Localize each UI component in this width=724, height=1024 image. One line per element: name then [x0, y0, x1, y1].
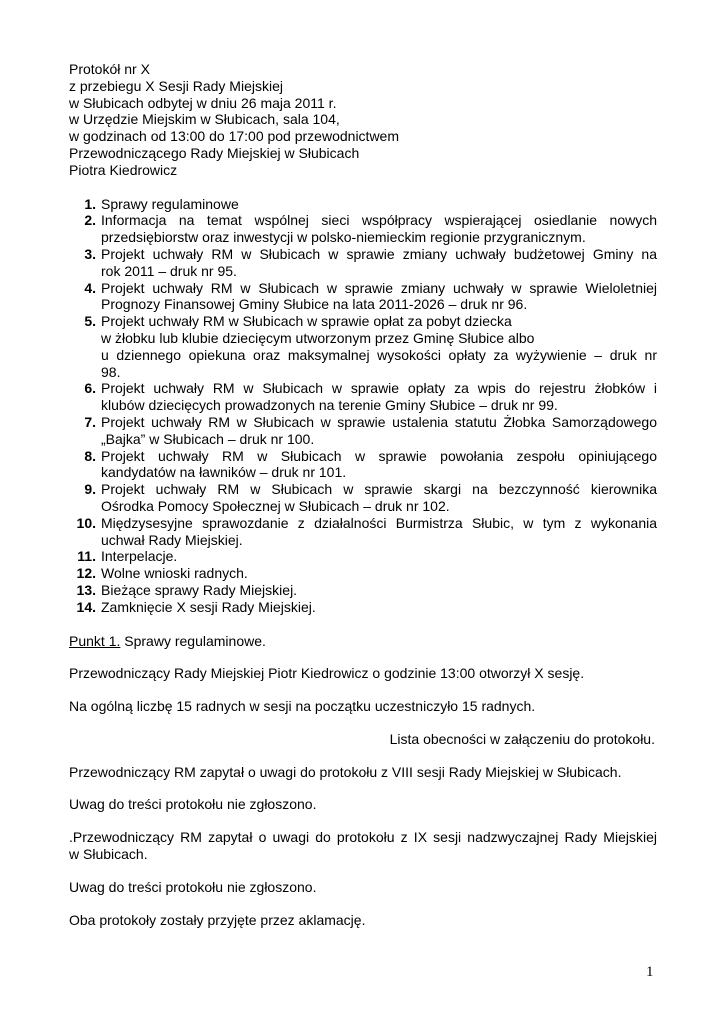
header-line: z przebiegu X Sesji Rady Miejskiej [69, 77, 283, 94]
agenda-item [69, 246, 657, 280]
agenda-line: „Bajka” w Słubicach – druk nr 100. [101, 430, 315, 447]
agenda-item [69, 414, 657, 448]
document-page [69, 61, 657, 928]
attendance-list-note: Lista obecności w załączeniu do protokołu. [389, 730, 655, 747]
no-remarks-paragraph: Uwag do treści protokołu nie zgłoszono. [69, 796, 317, 813]
agenda-item [69, 448, 657, 482]
agenda-line: Projekt uchwały RM w Słubicach w sprawie opłaty za wpis do rejestru żłobków i [101, 380, 657, 397]
agenda-line: 98. [101, 363, 121, 380]
question-ix-line: .Przewodniczący RM zapytał o uwagi do protokołu z IX sesji nadzwyczajnej Rady Miejskiej [69, 829, 657, 846]
agenda-item-number: 5. [84, 313, 96, 330]
agenda-item-number: 14. [76, 598, 96, 615]
agenda-item-text [101, 380, 657, 414]
agenda-item [69, 380, 657, 414]
header-line: w Urzędzie Miejskim w Słubicach, sala 104, [69, 111, 340, 128]
agenda-line: Ośrodka Pomocy Społecznej w Słubicach – druk nr 102. [101, 497, 450, 514]
agenda-item-text [101, 565, 657, 582]
agenda-line: Projekt uchwały RM w Słubicach w sprawie zmiany uchwały w sprawie Wieloletniej [101, 279, 657, 296]
acceptance-paragraph: Oba protokoły zostały przyjęte przez aklamację. [69, 911, 366, 928]
agenda-list [69, 196, 657, 616]
agenda-item [69, 548, 657, 565]
agenda-item-number: 9. [84, 481, 96, 498]
agenda-item-text [101, 313, 657, 380]
agenda-line: Projekt uchwały RM w Słubicach w sprawie powołania zespołu opiniującego [101, 447, 657, 464]
point-1-title: Sprawy regulaminowe. [120, 632, 266, 649]
agenda-item [69, 565, 657, 582]
header-line: w Słubicach odbytej w dniu 26 maja 2011 r. [69, 94, 337, 111]
agenda-item-text [101, 599, 657, 616]
agenda-line: Bieżące sprawy Rady Miejskiej. [101, 581, 298, 598]
agenda-item-number: 10. [76, 514, 96, 531]
agenda-line: przedsiębiorstw oraz inwestycji w polsko-niemieckim regionie przygranicznym. [101, 229, 586, 246]
agenda-line: Wolne wnioski radnych. [101, 565, 248, 582]
agenda-item-number: 11. [77, 548, 96, 565]
point-1-label: Punkt 1. [69, 632, 121, 649]
agenda-line: Interpelacje. [101, 548, 178, 565]
agenda-item [69, 515, 657, 549]
agenda-item [69, 313, 657, 380]
agenda-line: w żłobku lub klubie dziecięcym utworzonym przez Gminę Słubice albo [101, 329, 535, 346]
question-ix-paragraph [69, 829, 657, 863]
agenda-line: Zamknięcie X sesji Rady Miejskiej. [101, 598, 316, 615]
question-viii-paragraph: Przewodniczący RM zapytał o uwagi do protokołu z VIII sesji Rady Miejskiej w Słubicach. [69, 763, 622, 780]
attendance-paragraph: Na ogólną liczbę 15 radnych w sesji na początku uczestniczyło 15 radnych. [69, 698, 536, 715]
question-ix-line: w Słubicach. [69, 846, 148, 863]
agenda-item-number: 1. [84, 195, 96, 212]
agenda-line: Projekt uchwały RM w Słubicach w sprawie opłat za pobyt dziecka [101, 313, 512, 330]
agenda-item [69, 582, 657, 599]
header-line: Przewodniczącego Rady Miejskiej w Słubicach [69, 144, 360, 161]
agenda-line: Projekt uchwały RM w Słubicach w sprawie zmiany uchwały budżetowej Gminy na [101, 245, 657, 262]
agenda-item-number: 2. [84, 212, 96, 229]
agenda-item-text [101, 280, 657, 314]
agenda-item-number: 8. [84, 447, 96, 464]
agenda-item-number: 4. [84, 279, 96, 296]
header-title: Protokół nr X [69, 61, 150, 77]
agenda-item [69, 280, 657, 314]
agenda-item [69, 481, 657, 515]
agenda-item-text [101, 212, 657, 246]
agenda-line: Prognozy Finansowej Gminy Słubice na lata 2011-2026 – druk nr 96. [101, 296, 528, 313]
agenda-item-text [101, 481, 657, 515]
header-line: Piotra Kiedrowicz [69, 161, 178, 178]
agenda-line: kandydatów na ławników – druk nr 101. [101, 464, 347, 481]
agenda-item-text [101, 246, 657, 280]
agenda-item [69, 196, 657, 213]
agenda-item-number: 13. [76, 581, 96, 598]
agenda-item-number: 6. [84, 380, 96, 397]
agenda-item-text [101, 515, 657, 549]
page-number: 1 [646, 964, 654, 980]
agenda-line: Projekt uchwały RM w Słubicach w sprawie ustalenia statutu Żłobka Samorządowego [101, 413, 657, 430]
agenda-line: Informacja na temat wspólnej sieci współpracy wspierającej osiedlanie nowych [101, 212, 657, 229]
agenda-item-text [101, 414, 657, 448]
agenda-line: rok 2011 – druk nr 95. [101, 262, 237, 279]
agenda-line: Sprawy regulaminowe [101, 195, 239, 212]
opening-paragraph: Przewodniczący Rady Miejskiej Piotr Kiedrowicz o godzinie 13:00 otworzył X sesję. [69, 665, 585, 682]
agenda-item [69, 599, 657, 616]
agenda-item-text [101, 448, 657, 482]
agenda-line: Międzysesyjne sprawozdanie z działalności Burmistrza Słubic, w tym z wykonania [101, 514, 657, 531]
agenda-item-number: 3. [84, 245, 96, 262]
agenda-line: klubów dziecięcych prowadzonych na terenie Gminy Słubice – druk nr 99. [101, 397, 558, 414]
agenda-item-number: 7. [84, 413, 96, 430]
point-1-heading [69, 633, 657, 650]
agenda-item-text [101, 582, 657, 599]
agenda-line: Projekt uchwały RM w Słubicach w sprawie skargi na bezczynność kierownika [101, 481, 657, 498]
agenda-item [69, 212, 657, 246]
protocol-header [69, 61, 657, 179]
agenda-item-text [101, 548, 657, 565]
agenda-line: uchwał Rady Miejskiej. [101, 531, 243, 548]
no-remarks-paragraph: Uwag do treści protokołu nie zgłoszono. [69, 878, 317, 895]
agenda-item-number: 12. [76, 565, 96, 582]
header-line: w godzinach od 13:00 do 17:00 pod przewodnictwem [69, 128, 399, 145]
agenda-item-text [101, 196, 657, 213]
agenda-line: u dziennego opiekuna oraz maksymalnej wysokości opłaty za wyżywienie – druk nr [101, 346, 657, 363]
